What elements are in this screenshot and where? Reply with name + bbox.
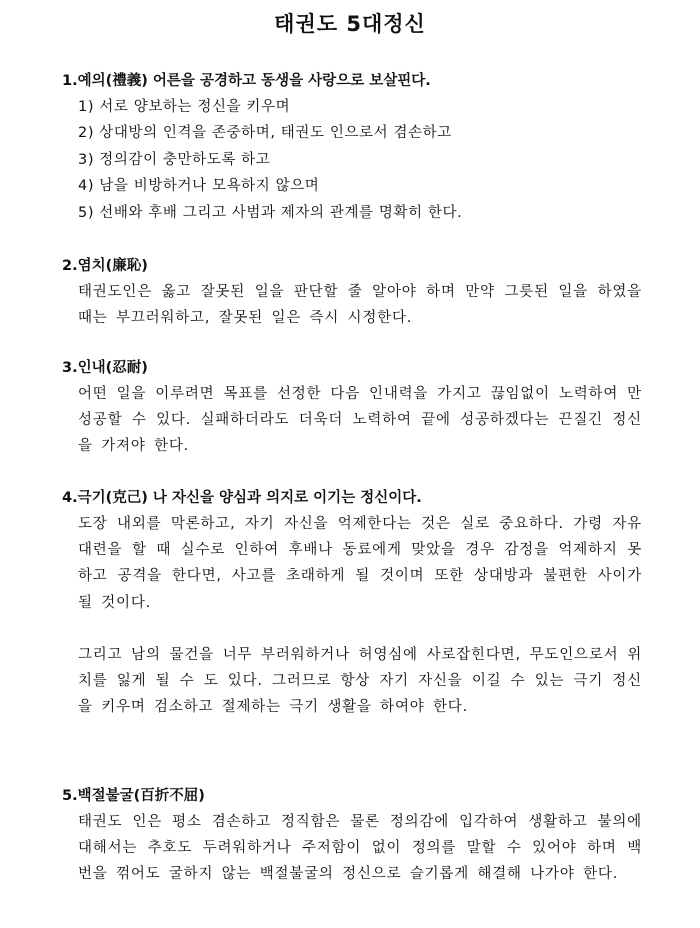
section-heading: 2.염치(廉恥) [62,258,148,274]
section-self-control [62,485,642,720]
list-item: 1) 서로 양보하는 정신을 키우며 [78,99,291,115]
section-paragraph: 어떤 일을 이루려면 목표를 선정한 다음 인내력을 가지고 끊임없이 노력하여 만 성공할 수 있다. 실패하더라도 더욱더 노력하여 끝에 성공하겠다는 끈질긴 정신을 가져야 한다. [78,386,642,455]
section-perseverance [62,355,642,460]
section-heading: 5.백절불굴(百折不屈) [62,788,205,804]
page-title: 태권도 5대정신 [274,12,426,36]
list-item: 5) 선배와 후배 그리고 사범과 제자의 관계를 명확히 한다. [78,204,463,221]
courtesy-list [62,94,642,226]
section-paragraph: 도장 내외를 막론하고, 자기 자신을 억제한다는 것은 실로 중요하다. 가령 자유대련을 할 때 실수로 인하여 후배나 동료에게 맞았을 경우 감정을 억제하지 못하고 공격을 한다면, 사고를 초래하게 될 것이며 또한 상대방과 불편한 사이가 될 것이다. [78,516,642,611]
section-paragraph: 그리고 남의 물건을 너무 부러워하거나 허영심에 사로잡힌다면, 무도인으로서 위치를 잃게 될 수 도 있다. 그러므로 항상 자기 자신을 이길 수 있는 극기 정신을 키우며 검소하고 절제하는 극기 생활을 하여야 한다. [78,646,642,716]
section-heading: 3.인내(忍耐) [62,360,148,376]
section-heading: 1.예의(禮義) 어른을 공경하고 동생을 사랑으로 보살핀다. [62,73,431,89]
list-item: 4) 남을 비방하거나 모욕하지 않으며 [78,178,320,195]
list-item: 2) 상대방의 인격을 존중하며, 태권도 인으로서 겸손하고 [78,125,452,142]
section-paragraph: 태권도인은 옳고 잘못된 일을 판단할 줄 알아야 하며 만약 그릇된 일을 하였을 때는 부끄러워하고, 잘못된 일은 즉시 시정한다. [78,284,642,327]
section-indomitable-spirit [62,783,642,888]
section-paragraph: 태권도 인은 평소 겸손하고 정직함은 물론 정의감에 입각하여 생활하고 불의에 대해서는 추호도 두려워하거나 주저함이 없이 정의를 말할 수 있어야 하며 백 번을 꺾어도 굴하지 않는 백절불굴의 정신으로 슬기롭게 해결해 나가야 한다. [78,814,642,883]
section-integrity [62,253,642,331]
section-courtesy [62,68,642,226]
list-item: 3) 정의감이 충만하도록 하고 [78,151,271,168]
section-heading: 4.극기(克己) 나 자신을 양심과 의지로 이기는 정신이다. [62,490,422,506]
paragraph-spacer [62,616,642,642]
